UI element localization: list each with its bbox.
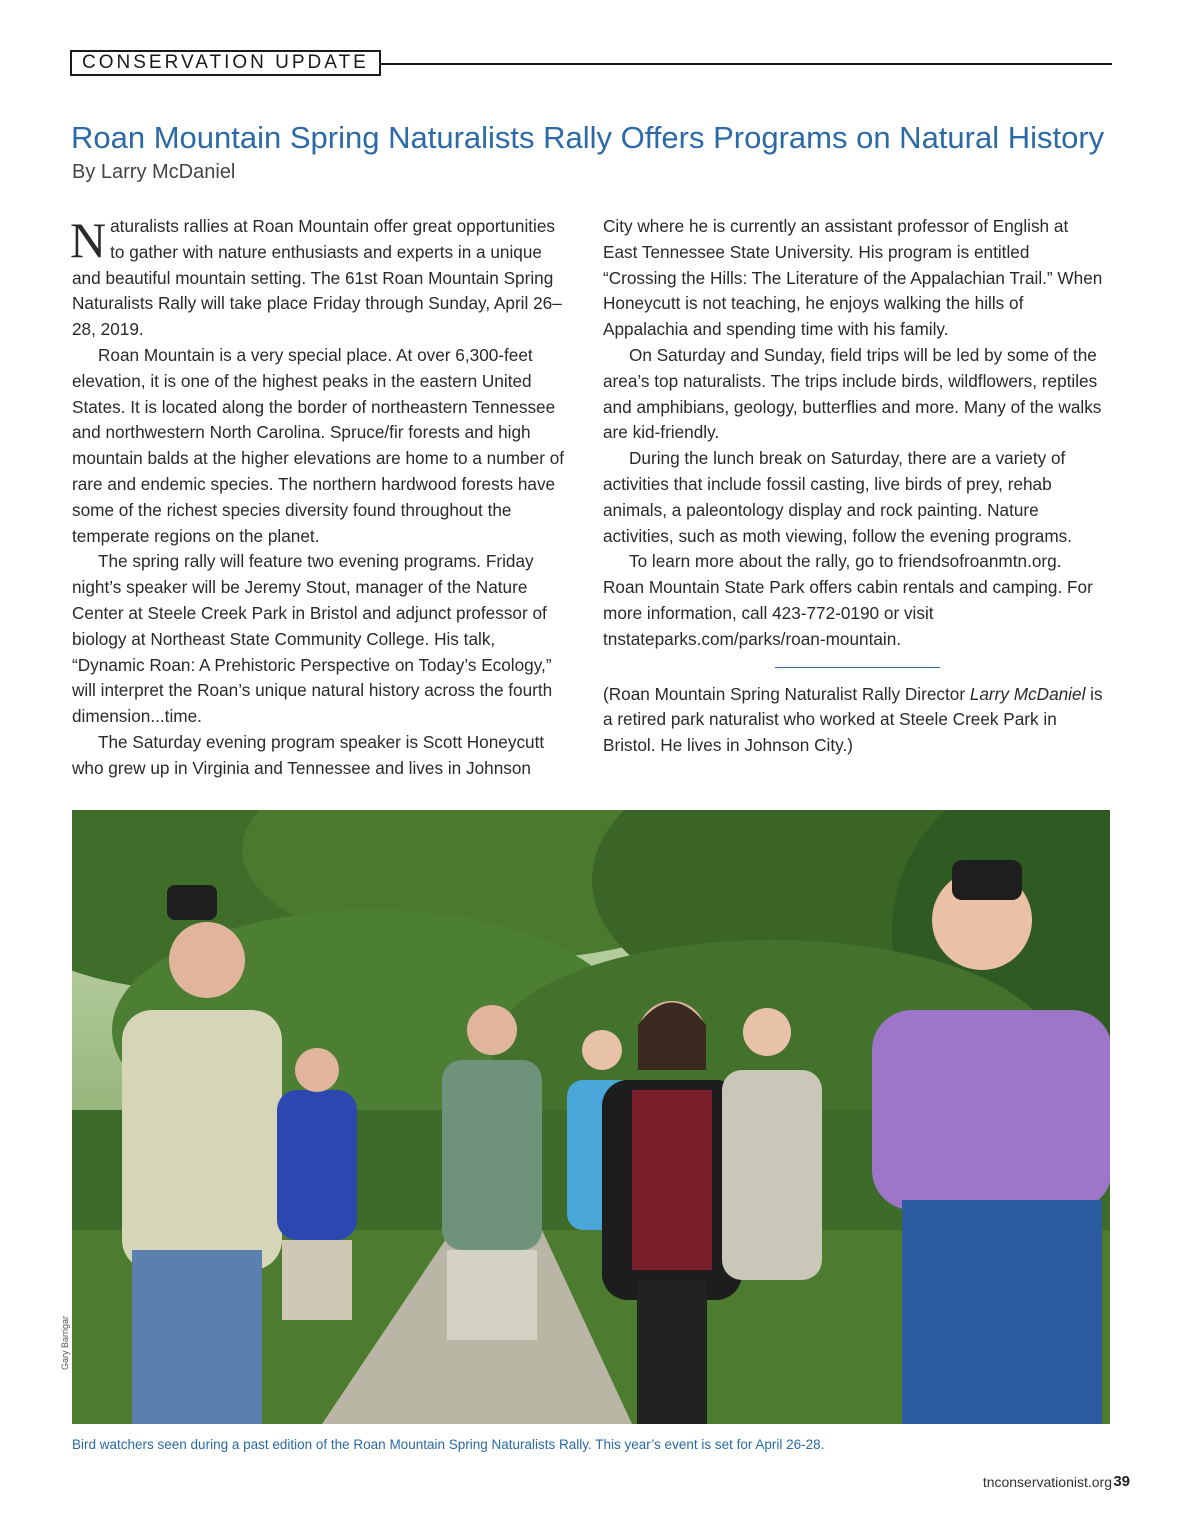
paragraph-1: Naturalists rallies at Roan Mountain offer great opportunities to gather with nature enthusiasts and experts in a unique and beautiful mountain setting. The 61st Roan Mountain Spring Naturalists Rally will take place Friday through Sunday, April 26–28, 2019. [70,212,562,340]
article-column-right [603,214,1103,759]
paragraph-5: City where he is currently an assistant professor of English at East Tennessee State University. His program is entitled “Crossing the Hills: The Literature of the Appalachian Trail.” When Honeycutt is not teaching, he enjoys walking the hills of Appalachia and spending time with his family. [603,216,1103,340]
paragraph-7: During the lunch break on Saturday, there are a variety of activities that include fossil casting, live birds of prey, rehab animals, a paleontology display and rock painting. Nature activities, such as moth viewing, follow the evening programs. [603,448,1073,546]
section-label: CONSERVATION UPDATE [70,50,381,76]
paragraph-4: The Saturday evening program speaker is Scott Honeycutt who grew up in Virginia and Tennessee and lives in Johnson [72,731,545,778]
section-rule [380,63,1112,65]
photo-illustration [72,810,1110,1424]
author-name: Larry McDaniel [969,683,1086,704]
article-column-left [72,214,572,782]
footer-site: tnconservationist.org [982,1474,1112,1490]
article-title: Roan Mountain Spring Naturalists Rally Offers Programs on Natural History [71,120,1105,155]
paragraph-2: Roan Mountain is a very special place. At over 6,300-feet elevation, it is one of the highest peaks in the eastern United States. It is located along the border of northeastern Tennessee and northwestern North Carolina. Spruce/fir forests and high mountain balds at the higher elevations are home to a number of rare and endemic species. The northern hardwood forests have some of the richest species diversity found throughout the temperate regions on the planet. [72,344,565,546]
drop-cap: N [70,212,107,268]
photo-credit: Gary Barrigar [60,1315,70,1370]
paragraph-3: The spring rally will feature two evening programs. Friday night’s speaker will be Jeremy Stout, manager of the Nature Center at Steele Creek Park in Bristol and adjunct professor of biology at Northeast State Community College. His talk, “Dynamic Roan: A Prehistoric Perspective on Today’s Ecology,” will interpret the Roan’s unique natural history across the fourth dimension...time. [72,551,553,727]
photo-caption: Bird watchers seen during a past edition of the Roan Mountain Spring Naturalists Rally. This year’s event is set for April 26-28. [72,1437,825,1452]
page-number: 39 [1113,1473,1130,1490]
paragraph-8: To learn more about the rally, go to friendsofroanmtn.org. Roan Mountain State Park offers cabin rentals and camping. For more information, call 423-772-0190 or visit tnstateparks.com/parks/roan-mountain. [603,551,1093,649]
separator-rule [775,667,940,668]
section-header [70,50,1112,78]
paragraph-6: On Saturday and Sunday, field trips will be led by some of the area’s top naturalists. The trips include birds, wildflowers, reptiles and amphibians, geology, butterflies and more. Many of the walks are kid-friendly. [603,344,1102,443]
byline: By Larry McDaniel [72,161,236,183]
author-bio: (Roan Mountain Spring Naturalist Rally Director Larry McDaniel is a retired park naturalist who worked at Steele Creek Park in Bristol. He lives in Johnson City.) [603,683,1103,756]
bird-watchers-photo [72,810,1110,1424]
